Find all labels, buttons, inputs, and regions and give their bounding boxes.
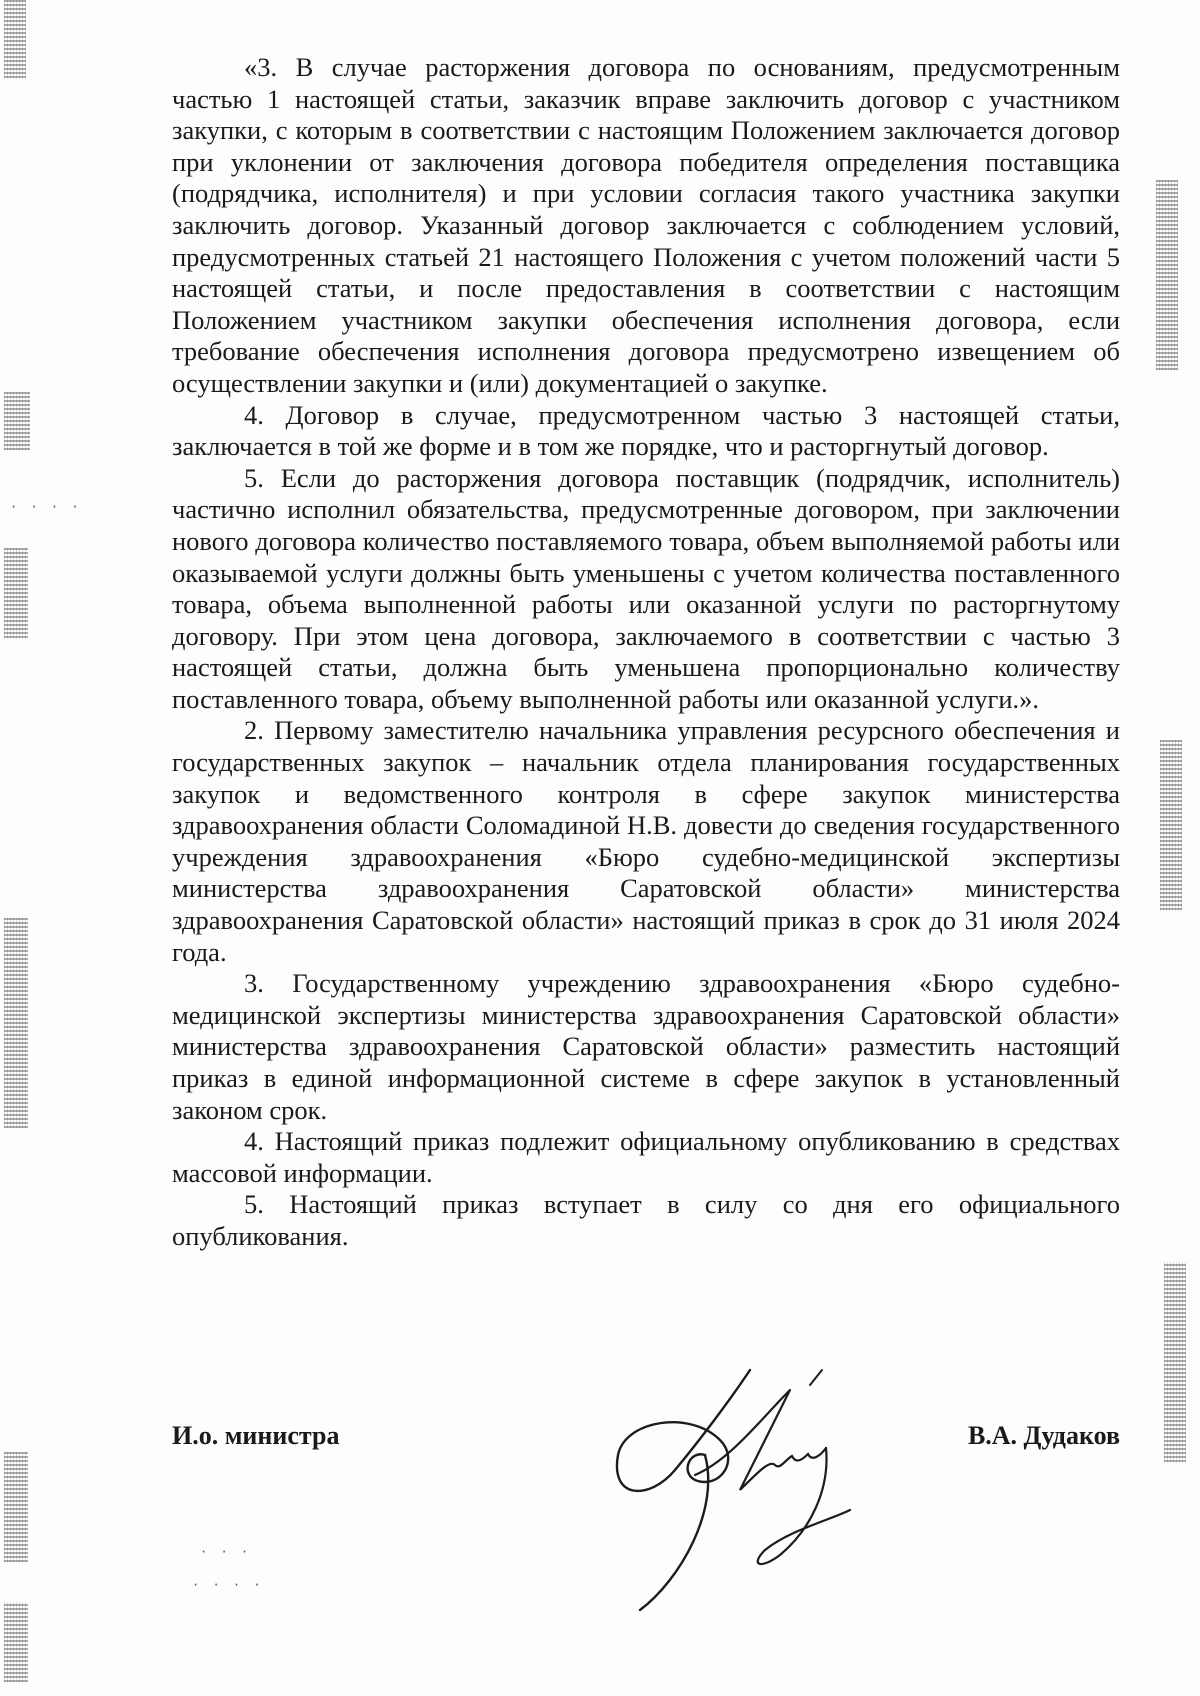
scan-artifact xyxy=(1156,180,1178,370)
paragraph-item-3: 3. Государственному учреждению здравоохранения «Бюро судебно-медицинской экспертизы министерства здравоохранения Саратовской области» министерства здравоохранения Саратовской области» разместить настоящий приказ в единой информационной системе в сфере закупок в установленный законом срок. xyxy=(172,968,1120,1125)
paragraph-item-5: 5. Настоящий приказ вступает в силу со дня его официального опубликования. xyxy=(172,1189,1120,1251)
signer-name: В.А. Дудаков xyxy=(967,1421,1120,1450)
scan-artifact xyxy=(4,392,30,450)
scan-artifact xyxy=(4,0,26,78)
scan-dots: · · · · xyxy=(192,1578,264,1592)
paragraph-part-3: «3. В случае расторжения договора по основаниям, предусмотренным частью 1 настоящей статьи, заказчик вправе заключить договор с участником закупки, с которым в соответствии с настоящим Положением заключается договор при уклонении от заключения договора победителя определения поставщика (подрядчика, исполнителя) и при условии согласия такого участника закупки заключить договор. Указанный договор заключается с соблюдением условий, предусмотренных статьей 21 настоящего Положения с учетом положений части 5 настоящей статьи, и после предоставления в соответствии с настоящим Положением участником закупки обеспечения исполнения договора, если требование обеспечения исполнения договора предусмотрено извещением об осуществлении закупки и (или) документацией о закупке. xyxy=(172,52,1120,398)
scan-artifact xyxy=(4,918,28,1128)
scan-dots: · · · · xyxy=(10,500,82,514)
paragraph-part-5: 5. Если до расторжения договора поставщик (подрядчик, исполнитель) частично исполнил обязательства, предусмотренные договором, при заключении нового договора количество поставляемого товара, объем выполняемой работы или оказываемой услуги должны быть уменьшены с учетом количества поставленного товара, объема выполненной работы или оказанной услуги по расторгнутому договору. При этом цена договора, заключаемого в соответствии с частью 3 настоящей статьи, должна быть уменьшена пропорционально количеству поставленного товара, объему выполненной работы или оказанной услуги.». xyxy=(172,462,1120,714)
handwritten-signature xyxy=(600,1360,880,1620)
scan-artifact xyxy=(1164,1262,1186,1462)
signer-position: И.о. министра xyxy=(172,1421,340,1450)
scan-dots: · · · xyxy=(200,1545,252,1559)
scan-artifact xyxy=(4,1602,28,1682)
paragraph-part-4: 4. Договор в случае, предусмотренном частью 3 настоящей статьи, заключается в той же форме и в том же порядке, что и расторгнутый договор. xyxy=(172,399,1120,462)
paragraph-item-2: 2. Первому заместителю начальника управления ресурсного обеспечения и государственных закупок – начальник отдела планирования государственных закупок и ведомственного контроля в сфере закупок министерства здравоохранения области Соломадиной Н.В. довести до сведения государственного учреждения здравоохранения «Бюро судебно-медицинской экспертизы министерства здравоохранения Саратовской области» министерства здравоохранения Саратовской области» настоящий приказ в срок до 31 июля 2024 года. xyxy=(172,715,1120,967)
scan-artifact xyxy=(1160,740,1182,910)
scan-artifact xyxy=(4,1452,28,1562)
scan-artifact xyxy=(4,548,28,638)
document-body xyxy=(172,52,1120,1253)
paragraph-item-4: 4. Настоящий приказ подлежит официальному опубликованию в средствах массовой информации. xyxy=(172,1126,1120,1188)
